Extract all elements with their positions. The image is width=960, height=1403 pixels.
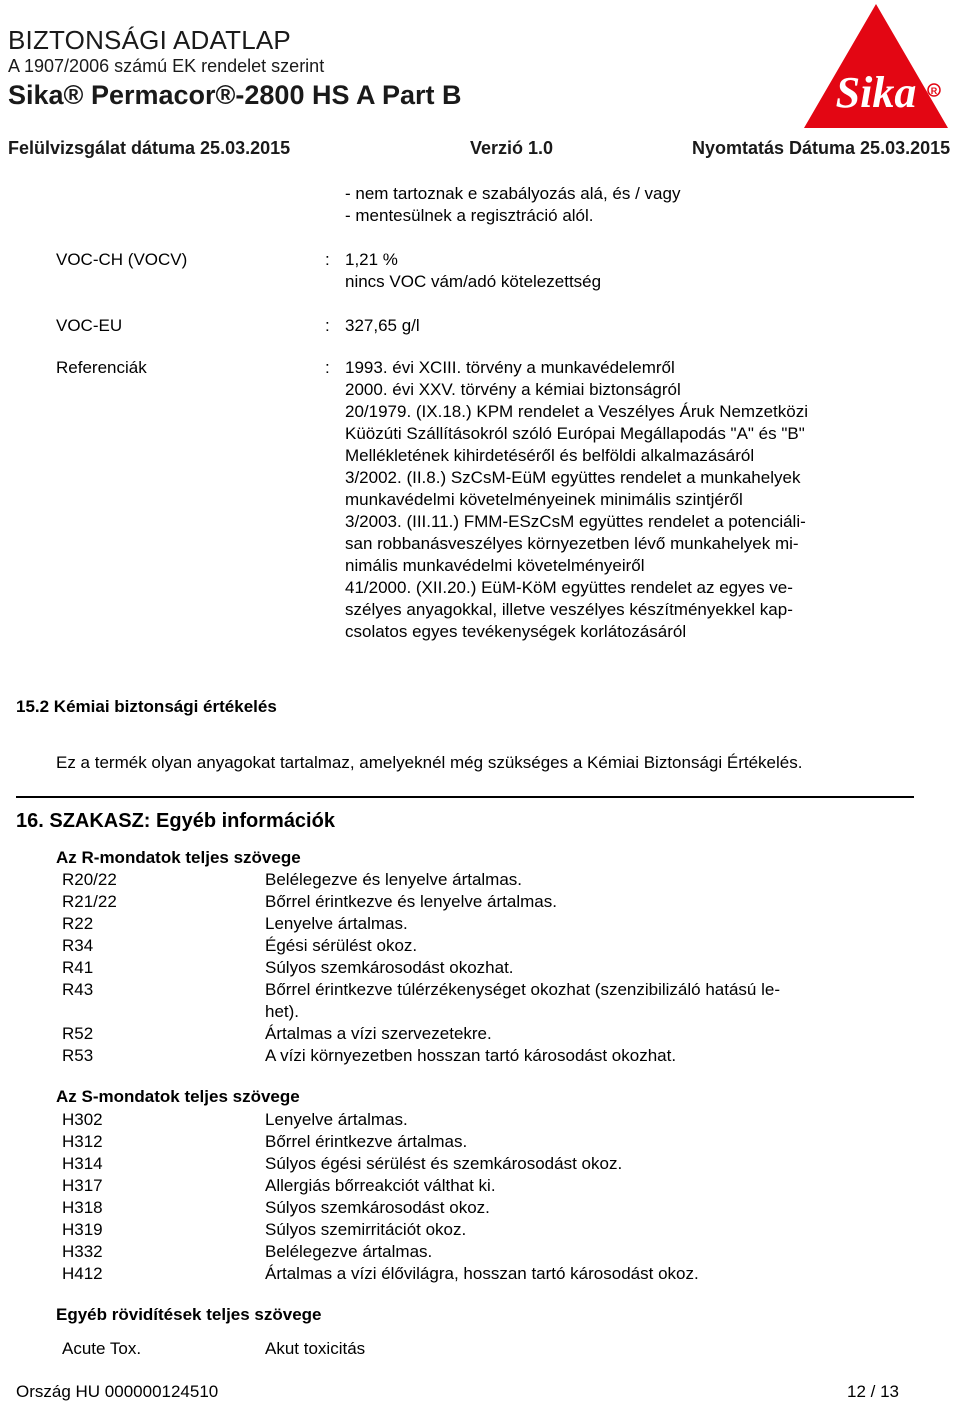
- phrase-code: H319: [62, 1220, 103, 1239]
- document-header: [0, 0, 960, 165]
- phrase-text: Bőrrel érintkezve és lenyelve ártalmas.: [265, 892, 557, 911]
- phrase-code: H318: [62, 1198, 103, 1217]
- reference-line: Küözúti Szállításokról szóló Európai Megállapodás "A" és "B": [345, 424, 805, 443]
- phrase-code: R41: [62, 958, 94, 977]
- section-divider: [16, 796, 914, 798]
- phrase-text: Lenyelve ártalmas.: [265, 1110, 408, 1129]
- section-16-heading: 16. SZAKASZ: Egyéb információk: [16, 810, 335, 832]
- voc-eu-value: 327,65 g/l: [345, 316, 420, 335]
- reference-line: 1993. évi XCIII. törvény a munkavédelemről: [345, 358, 675, 377]
- phrase-code: H314: [62, 1154, 103, 1173]
- phrase-code: R21/22: [62, 892, 117, 911]
- phrase-text: Égési sérülést okoz.: [265, 936, 418, 955]
- section-15-2-text: Ez a termék olyan anyagokat tartalmaz, amelyeknél még szükséges a Kémiai Biztonsági Értékelés.: [56, 753, 803, 772]
- phrase-text: A vízi környezetben hosszan tartó károsodást okozhat.: [265, 1046, 677, 1065]
- s-phrases-heading: Az S-mondatok teljes szövege: [56, 1087, 300, 1106]
- reference-line: munkavédelmi követelményeinek minimális szintjéről: [345, 490, 743, 509]
- abbreviation-code: Acute Tox.: [62, 1339, 142, 1358]
- phrase-code: R34: [62, 936, 94, 955]
- phrase-code: H412: [62, 1264, 103, 1283]
- r-phrases-heading: Az R-mondatok teljes szövege: [56, 848, 301, 867]
- phrase-text-continued: het).: [265, 1002, 300, 1021]
- phrase-text: Bőrrel érintkezve túlérzékenységet okozhat (szenzibilizáló hatású le-: [265, 980, 780, 999]
- phrase-text: Ártalmas a vízi szervezetekre.: [265, 1024, 492, 1043]
- phrase-text: Bőrrel érintkezve ártalmas.: [265, 1132, 468, 1151]
- phrase-text: Súlyos szemkárosodást okoz.: [265, 1198, 490, 1217]
- svg-text:Sika: Sika: [835, 68, 917, 117]
- phrase-code: H312: [62, 1132, 103, 1151]
- reference-line: san robbanásveszélyes környezetben lévő munkahelyek mi-: [345, 534, 799, 553]
- revision-date: Felülvizsgálat dátuma 25.03.2015: [8, 138, 291, 158]
- phrase-text: Súlyos szemkárosodást okozhat.: [265, 958, 514, 977]
- phrase-code: R52: [62, 1024, 94, 1043]
- print-date: Nyomtatás Dátuma 25.03.2015: [692, 138, 951, 158]
- reference-line: csolatos egyes tevékenységek korlátozásáról: [345, 622, 687, 641]
- phrase-text: Súlyos égési sérülést és szemkárosodást okoz.: [265, 1154, 623, 1173]
- voc-ch-note: nincs VOC vám/adó kötelezettség: [345, 272, 602, 291]
- voc-ch-value: 1,21 %: [345, 250, 398, 269]
- document-title: BIZTONSÁGI ADATLAP: [8, 25, 291, 55]
- abbreviation-text: Akut toxicitás: [265, 1339, 366, 1358]
- section-15-2-heading: 15.2 Kémiai biztonsági értékelés: [16, 697, 277, 716]
- reference-line: nimális munkavédelmi követelményeiről: [345, 556, 645, 575]
- phrase-code: H302: [62, 1110, 103, 1129]
- reference-line: 20/1979. (IX.18.) KPM rendelet a Veszélyes Áruk Nemzetközi: [345, 402, 809, 421]
- phrase-text: Allergiás bőrreakciót válthat ki.: [265, 1176, 496, 1195]
- intro-line-1: - nem tartoznak e szabályozás alá, és / vagy: [345, 184, 681, 203]
- abbreviations-heading: Egyéb rövidítések teljes szövege: [56, 1305, 322, 1324]
- voc-ch-label: VOC-CH (VOCV): [56, 250, 188, 269]
- reference-line: 3/2003. (III.11.) FMM-ESzCsM együttes rendelet a potenciáli-: [345, 512, 806, 531]
- references-label: Referenciák: [56, 358, 147, 377]
- phrase-code: R43: [62, 980, 94, 999]
- reference-line: 2000. évi XXV. törvény a kémiai biztonságról: [345, 380, 681, 399]
- phrase-code: H317: [62, 1176, 103, 1195]
- reference-line: Mellékletének kihirdetéséről és belföldi alkalmazásáról: [345, 446, 755, 465]
- references-colon: :: [325, 358, 330, 377]
- voc-eu-label: VOC-EU: [56, 316, 123, 335]
- regulation-line: A 1907/2006 számú EK rendelet szerint: [8, 56, 325, 76]
- footer-country: Ország HU 000000124510: [16, 1382, 219, 1401]
- intro-line-2: - mentesülnek a regisztráció alól.: [345, 206, 594, 225]
- references-list: [345, 357, 808, 643]
- voc-eu-colon: :: [325, 316, 330, 335]
- product-name: Sika® Permacor®-2800 HS A Part B: [8, 80, 462, 110]
- footer-page-number: 12 / 13: [847, 1382, 899, 1401]
- phrase-code: R53: [62, 1046, 94, 1065]
- phrase-text: Lenyelve ártalmas.: [265, 914, 408, 933]
- svg-text:R: R: [930, 86, 938, 96]
- phrase-text: Belélegezve és lenyelve ártalmas.: [265, 870, 523, 889]
- reference-line: 3/2002. (II.8.) SzCsM-EüM együttes rendelet a munkahelyek: [345, 468, 801, 487]
- phrase-text: Belélegezve ártalmas.: [265, 1242, 433, 1261]
- reference-line: szélyes anyagokkal, illetve veszélyes készítményekkel kap-: [345, 600, 793, 619]
- phrase-code: H332: [62, 1242, 103, 1261]
- phrase-text: Súlyos szemirritációt okoz.: [265, 1220, 467, 1239]
- version: Verzió 1.0: [470, 138, 554, 158]
- voc-ch-colon: :: [325, 250, 330, 269]
- reference-line: 41/2000. (XII.20.) EüM-KöM együttes rendelet az egyes ve-: [345, 578, 793, 597]
- phrase-code: R20/22: [62, 870, 117, 889]
- phrase-code: R22: [62, 914, 94, 933]
- phrase-text: Ártalmas a vízi élővilágra, hosszan tartó károsodást okoz.: [265, 1264, 699, 1283]
- sika-logo-icon: [802, 2, 950, 130]
